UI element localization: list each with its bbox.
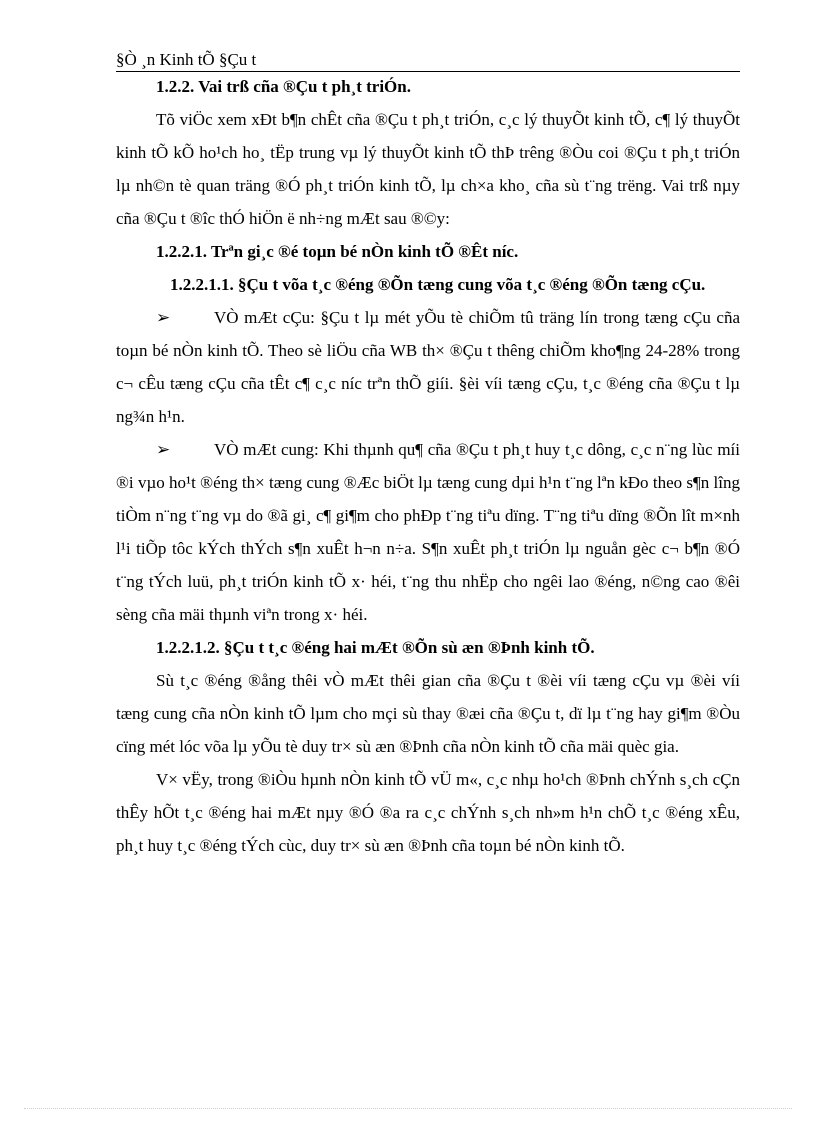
arrow-bullet-icon: ➢ xyxy=(156,308,171,327)
heading-1-2-2-1: 1.2.2.1. Trªn gi¸c ®é toµn bé nÒn kinh tÕ ®Êt níc. xyxy=(156,242,519,261)
heading-1-2-2-1-1 xyxy=(116,268,740,301)
bullet-paragraph-cau xyxy=(116,301,740,433)
document-body xyxy=(116,70,740,862)
paragraph-vi-vay: V× vËy, trong ®iÒu hµnh nÒn kinh tÕ vÜ m«, c¸c nhµ ho¹ch ®Þnh chÝnh s¸ch cÇn thÊy hÕt t¸c ®éng hai mÆt nµy ®Ó ®a ra c¸c chÝnh s¸ch nh»m h¹n chÕ t¸c ®éng xÊu, ph¸t huy t¸c ®éng tÝch cùc, duy tr× sù æn ®Þnh cña toµn bé nÒn kinh tÕ. xyxy=(116,770,740,855)
intro-paragraph: Tõ viÖc xem xÐt b¶n chÊt cña ®Çu t ph¸t triÓn, c¸c lý thuyÕt kinh tÕ, c¶ lý thuyÕt kinh tÕ kÕ ho¹ch ho¸ tËp trung vµ lý thuyÕt kinh tÕ thÞ trêng ®Òu coi ®Çu t ph¸t triÓn lµ nh©n tè quan träng ®Ó ph¸t triÓn kinh tÕ, lµ ch×a kho¸ cña sù t¨ng trëng. Vai trß nµy cña ®Çu t ®îc thÓ hiÖn ë nh÷ng mÆt sau ®©y: xyxy=(116,110,740,228)
bullet-text-cung: VÒ mÆt cung: Khi thµnh qu¶ cña ®Çu t ph¸t huy t¸c dông, c¸c n¨ng lùc míi ®i vµo ho¹t ®éng th× tæng cung ®Æc biÖt lµ tæng cung dµi h¹n t¨ng lªn kÐo theo s¶n lîng tiÒm n¨ng t¨ng vµ do ®ã gi¸ c¶ gi¶m cho phÐp t¨ng tiªu dïng. T¨ng tiªu dïng ®Õn lît m×nh l¹i tiÕp tôc kÝch thÝch s¶n xuÊt h¬n n÷a. S¶n xuÊt ph¸t triÓn lµ nguån gèc c¬ b¶n ®Ó t¨ng tÝch luü, ph¸t triÓn kinh tÕ x· héi, t¨ng thu nhËp cho ngêi lao ®éng, n©ng cao ®êi sèng cña mäi thµnh viªn trong x· héi. xyxy=(116,440,740,624)
page-bottom-rule xyxy=(24,1108,792,1109)
heading-1-2-2-1-1-text: 1.2.2.1.1. §Çu t võa t¸c ®éng ®Õn tæng cung võa t¸c ®éng ®Õn tæng cÇu. xyxy=(170,275,706,294)
bullet-paragraph-cung xyxy=(116,433,740,631)
heading-1-2-2: 1.2.2. Vai trß cña ®Çu t ph¸t triÓn. xyxy=(156,77,411,96)
bullet-text-cau: VÒ mÆt cÇu: §Çu t lµ mét yÕu tè chiÕm tû träng lín trong tæng cÇu cña toµn bé nÒn kinh tÕ. Theo sè liÖu cña WB th× ®Çu t thêng chiÕm kho¶ng 24-28% trong c¬ cÊu tæng cÇu cña tÊt c¶ c¸c níc trªn thÕ giíi. §èi víi tæng cÇu, t¸c ®éng cña ®Çu t lµ ng¾n h¹n. xyxy=(116,308,740,426)
heading-1-2-2-1-2: 1.2.2.1.2. §Çu t t¸c ®éng hai mÆt ®Õn sù æn ®Þnh kinh tÕ. xyxy=(156,638,595,657)
running-header: §Ò ¸n Kinh tÕ §Çu t xyxy=(116,50,740,72)
arrow-bullet-icon: ➢ xyxy=(156,440,171,459)
paragraph-tac-dong-hai-mat: Sù t¸c ®éng ®ång thêi vÒ mÆt thêi gian cña ®Çu t ®èi víi tæng cÇu vµ ®èi víi tæng cung cña nÒn kinh tÕ lµm cho mçi sù thay ®æi cña ®Çu t, dï lµ t¨ng hay gi¶m ®Òu cïng mét lóc võa lµ yÕu tè duy tr× sù æn ®Þnh cña nÒn kinh tÕ cña mäi quèc gia. xyxy=(116,671,740,756)
